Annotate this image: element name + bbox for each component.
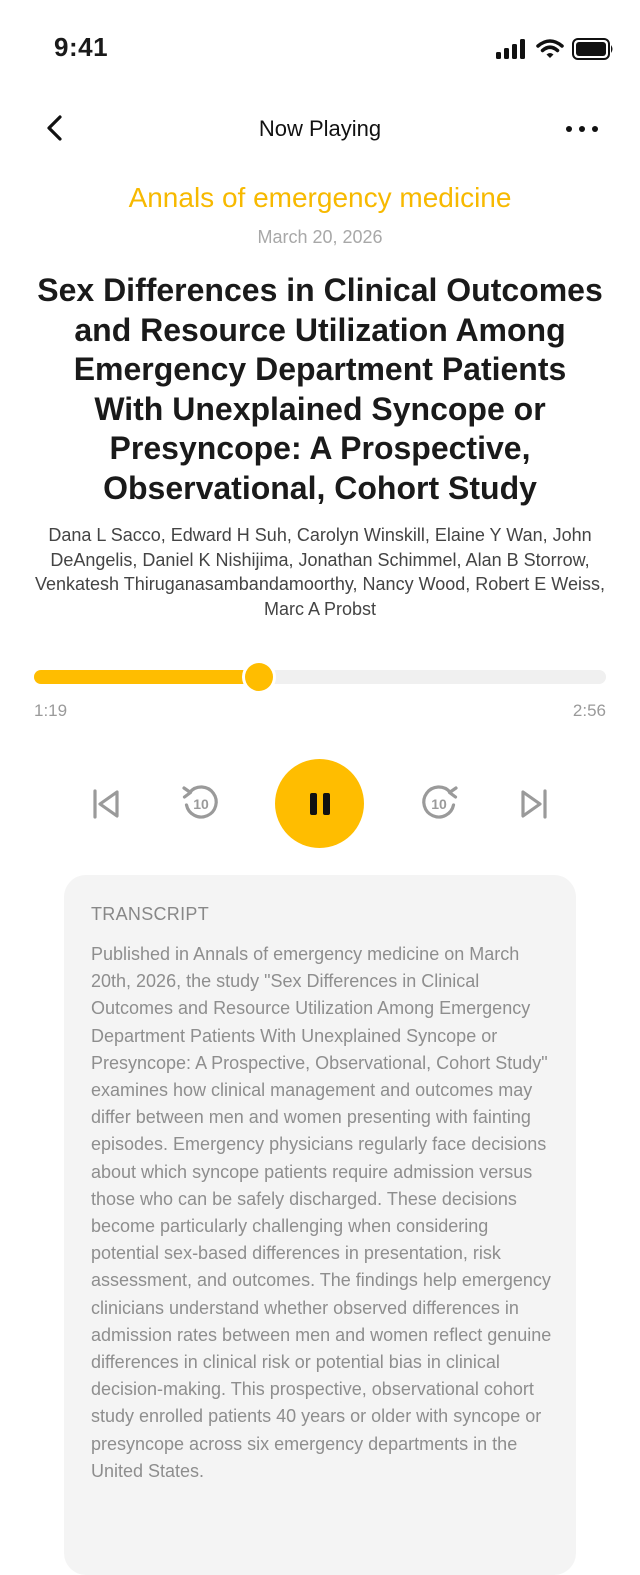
signal-icon: [496, 39, 528, 59]
journal-name: Annals of emergency medicine: [128, 182, 512, 213]
forward-10-icon: [419, 783, 459, 823]
skip-previous-button[interactable]: [86, 782, 126, 826]
transcript-text: Published in Annals of emergency medicine on March 20th, 2026, the study "Sex Differences in Clinical Outcomes and Resource Utilization Among Emergency Department Patients With Unexplained Syncope or Presyncope: A Prospective, Observational, Cohort Study" examines how clinical management and outcomes may differ between men and women presenting with fainting episodes. Emergency physicians regularly face decisions about which syncope patients require admission versus those who can be safely discharged. These decisions become particularly challenging when considering potential sex-based differences in presentation, risk assessment, and outcomes. The findings help emergency clinicians understand whether observed differences in admission rates between men and women reflect genuine differences in clinical risk or potential bias in clinical decision-making. This prospective, observational cohort study enrolled patients 40 years or older with syncope or presyncope across six emergency departments in the United States.: [91, 944, 552, 1481]
transcript-heading: TRANSCRIPT: [91, 904, 210, 924]
pause-button[interactable]: [275, 759, 364, 848]
progress-slider[interactable]: [34, 670, 606, 684]
author-list: Dana L Sacco, Edward H Suh, Carolyn Winskill, Elaine Y Wan, John DeAngelis, Daniel K Nishijima, Jonathan Schimmel, Alan B Storrow, Venkatesh Thiruganasambandamoorthy, Nancy Wood, Robert E Weiss, Marc A Probst: [35, 525, 605, 619]
rewind-10-label: 10: [193, 796, 209, 812]
more-options-button[interactable]: [564, 112, 604, 146]
pause-icon: [307, 791, 333, 817]
skip-next-icon: [519, 788, 549, 820]
progress-thumb[interactable]: [245, 663, 273, 691]
battery-icon: [572, 38, 614, 60]
page-title: Now Playing: [258, 116, 382, 141]
article-title: Sex Differences in Clinical Outcomes and Resource Utilization Among Emergency Department Patients With Unexplained Syncope or Presyncope: A Prospective, Observational, Cohort Study: [37, 272, 603, 506]
skip-next-button[interactable]: [514, 782, 554, 826]
rewind-10-icon: [181, 783, 221, 823]
current-time: 1:19: [34, 701, 68, 720]
progress-fill: [34, 670, 259, 684]
forward-10-label: 10: [431, 796, 447, 812]
nav-bar: [0, 104, 640, 154]
status-time: 9:41: [54, 32, 109, 62]
wifi-icon: [536, 39, 564, 59]
total-time: 2:56: [572, 701, 606, 720]
publication-date: March 20, 2026: [257, 227, 383, 247]
status-bar: [0, 0, 640, 96]
more-horizontal-icon: [564, 112, 604, 146]
rewind-10-button[interactable]: [178, 780, 224, 826]
skip-previous-icon: [91, 788, 121, 820]
transcript-card[interactable]: [64, 875, 576, 1575]
status-icons: [496, 38, 614, 60]
forward-10-button[interactable]: [416, 780, 462, 826]
